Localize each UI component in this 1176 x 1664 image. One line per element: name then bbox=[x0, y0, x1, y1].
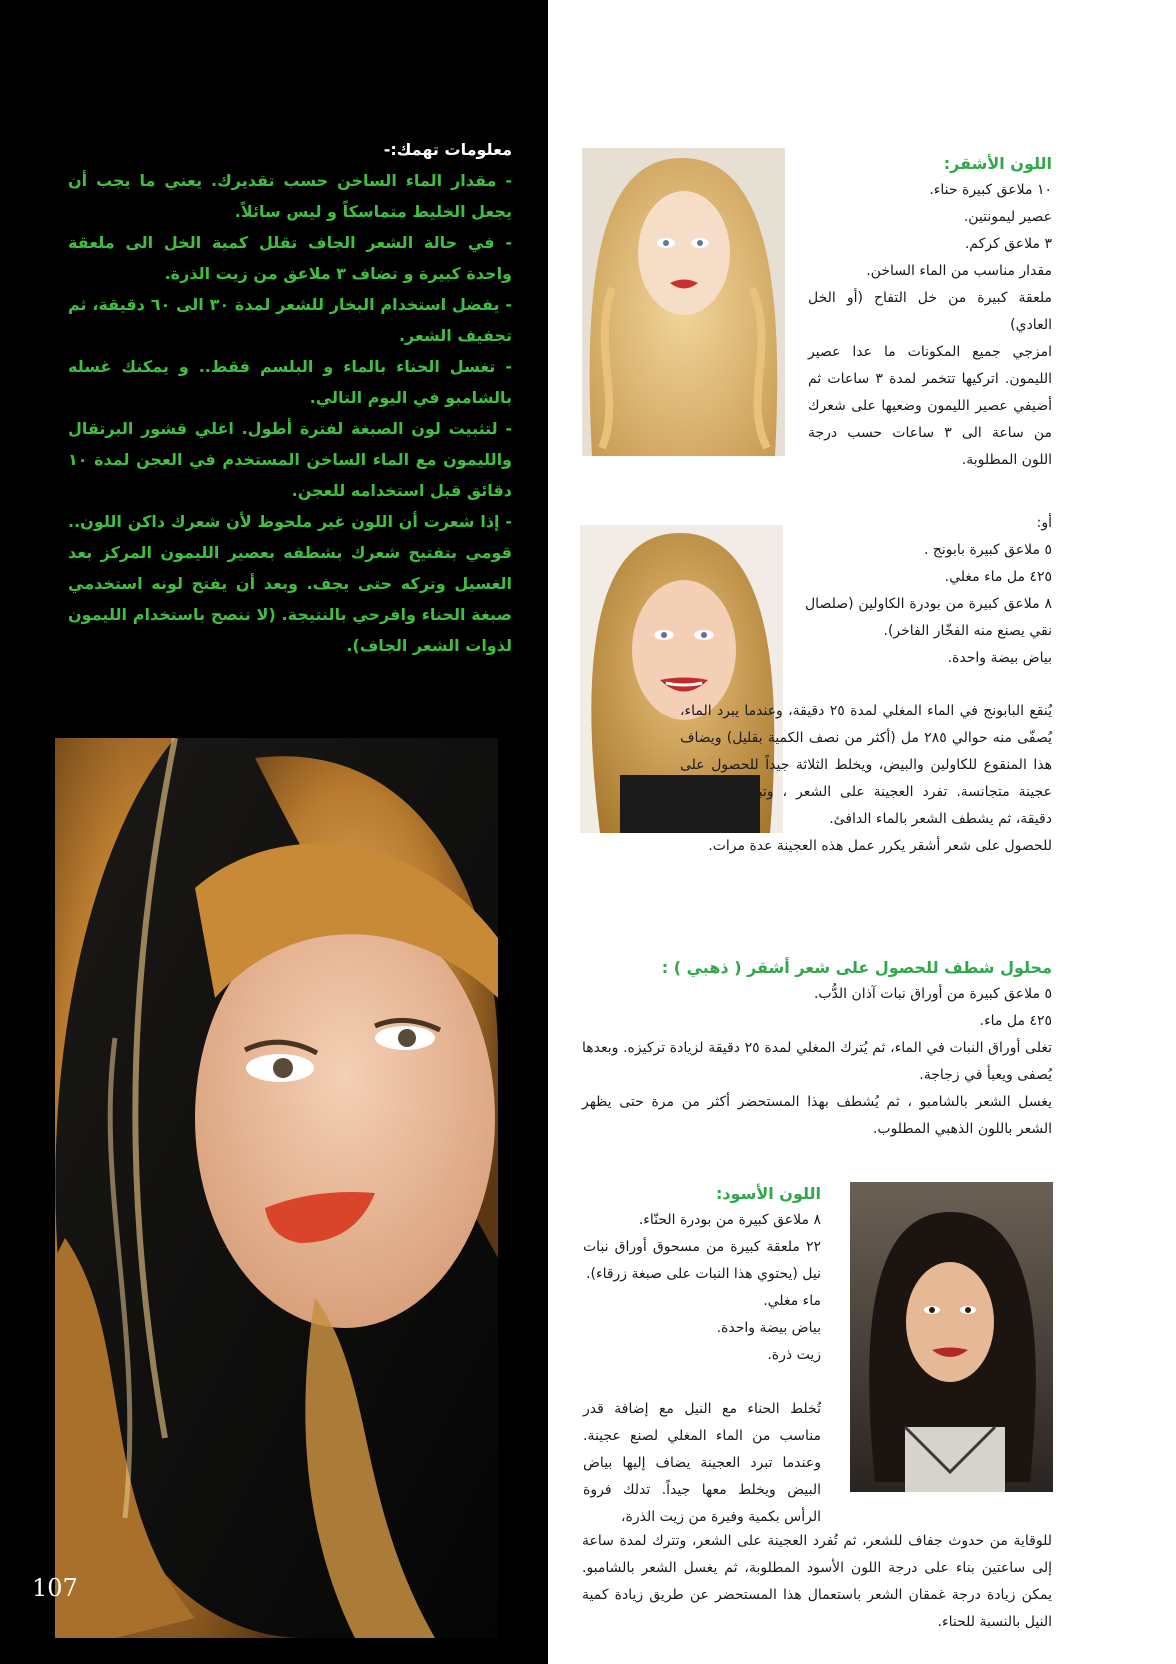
tip-item: - لتثبيت لون الصبغة لفترة أطول. اغلي قشور البرتقال والليمون مع الماء الساخن المستخدم في العجن لمدة ١٠ دقائق قبل استخدامه للعجن. bbox=[68, 419, 512, 500]
rinse-recipe bbox=[582, 954, 1052, 1143]
ingredient-line: بياض بيضة واحدة. bbox=[716, 1320, 821, 1336]
black-method-end bbox=[582, 1528, 1052, 1636]
tips-heading: معلومات تهمك:- bbox=[383, 140, 512, 159]
method-text: للحصول على شعر أشقر يكرر عمل هذه العجينة عدة مرات. bbox=[708, 838, 1052, 854]
method-text: يغسل الشعر بالشامبو ، ثم يُشطف بهذا المستحضر أكثر من مرة حتى يظهر الشعر باللون الذهبي المطلوب. bbox=[582, 1094, 1052, 1137]
tip-item: - مقدار الماء الساخن حسب تقديرك. يعني ما يجب أن يجعل الخليط متماسكاً و ليس سائلاً. bbox=[68, 171, 512, 221]
chamomile-heading: أو: bbox=[1036, 515, 1052, 531]
ingredient-line: ماء مغلي. bbox=[763, 1293, 821, 1309]
ingredient-line: مقدار مناسب من الماء الساخن. bbox=[866, 263, 1052, 279]
ingredient-line: زيت ذرة. bbox=[767, 1347, 821, 1363]
ingredient-line: ٤٢٥ مل ماء مغلي. bbox=[944, 569, 1052, 585]
tip-item: - تغسل الحناء بالماء و البلسم فقط.. و يمكنك غسله بالشامبو في اليوم التالي. bbox=[68, 357, 512, 407]
tip-item: - يفضل استخدام البخار للشعر لمدة ٣٠ الى ٦٠ دقيقة، ثم تجفيف الشعر. bbox=[68, 295, 512, 345]
tip-item: - إذا شعرت أن اللون غير ملحوظ لأن شعرك داكن اللون.. قومي بتفتيح شعرك بشطفه بعصير الليمون المركز بعد الغسيل وتركه حتى يجف. وبعد أن يفتح لونه استخدمي صبغة الحناء وافرحي بالنتيجة. (لا ننصح باستخدام الليمون لذوات الشعر الجاف). bbox=[68, 512, 512, 655]
black-recipe bbox=[583, 1180, 821, 1531]
ingredient-line: ٨ ملاعق كبيرة من بودرة الحنّاء. bbox=[638, 1212, 821, 1228]
ingredient-line: ٤٢٥ مل ماء. bbox=[979, 1013, 1052, 1029]
ingredient-line: عصير ليمونتين. bbox=[963, 209, 1052, 225]
chamomile-recipe bbox=[805, 510, 1052, 672]
blonde-woman-large-photo bbox=[55, 738, 498, 1638]
blonde-heading: اللون الأشقر: bbox=[943, 154, 1052, 173]
page-number: 107 bbox=[32, 1574, 78, 1602]
ingredient-line: ملعقة كبيرة من خل التفاح (أو الخل العادي) bbox=[808, 290, 1052, 333]
method-text: تغلى أوراق النبات في الماء، ثم يُترك المغلي لمدة ٢٥ دقيقة لزيادة تركيزه. وبعدها يُصفى ويعبأ في زجاجة. bbox=[582, 1040, 1052, 1083]
method-text: للوقاية من حدوث جفاف للشعر، ثم تُفرد العجينة على الشعر، وتترك لمدة ساعة إلى ساعتين بناء على درجة اللون الأسود المطلوبة، ثم يغسل الشعر بالشامبو. يمكن زيادة درجة غمقان الشعر باستعمال هذا المستحضر عن طريق زيادة كمية النيل بالنسبة للحناء. bbox=[582, 1533, 1052, 1630]
blonde-curls-photo bbox=[582, 148, 785, 456]
chamomile-method bbox=[680, 698, 1052, 860]
method-text: يُنقع البابونج في الماء المغلي لمدة ٢٥ دقيقة، وعندما يبرد الماء، يُصفّى منه حوالي ٢٨٥ مل (أكثر من نصف الكمية بقليل) ويضاف هذا المنقوع للكاولين والبيض، ويخلط الثلاثة جيداً للحصول على عجينة متجانسة. تفرد العجينة على الشعر ، وتبقى لمدة ٥٠ دقيقة، ثم يشطف الشعر بالماء الدافئ. bbox=[680, 703, 1053, 827]
ingredient-line: ٥ ملاعق كبيرة بابونج . bbox=[923, 542, 1052, 558]
black-heading: اللون الأسود: bbox=[715, 1184, 821, 1203]
blonde-recipe bbox=[808, 150, 1052, 474]
ingredient-line: بياض بيضة واحدة. bbox=[947, 650, 1052, 666]
tip-item: - في حالة الشعر الجاف تقلل كمية الخل الى ملعقة واحدة كبيرة و تضاف ٣ ملاعق من زيت الذرة. bbox=[68, 233, 512, 283]
method-text: تُخلط الحناء مع النيل مع إضافة قدر مناسب من الماء المغلي لصنع عجينة. وعندما تبرد العجينة يضاف إليها بياض البيض ويخلط معها جيداً. تدلك فروة الرأس بكمية وفيرة من زيت الذرة، bbox=[583, 1401, 821, 1525]
ingredient-line: ٣ ملاعق كركم. bbox=[964, 236, 1052, 252]
ingredient-line: ٢٢ ملعقة كبيرة من مسحوق أوراق نبات نيل (يحتوي هذا النبات على صبغة زرقاء). bbox=[583, 1239, 821, 1282]
dark-hair-woman-photo bbox=[850, 1182, 1053, 1492]
rinse-heading: محلول شطف للحصول على شعر أشقر ( ذهبي ) : bbox=[661, 958, 1052, 977]
ingredient-line: ٨ ملاعق كبيرة من بودرة الكاولين (صلصال نقي يصنع منه الفخّار الفاخر). bbox=[805, 596, 1052, 639]
tips-section bbox=[68, 134, 512, 661]
ingredient-line: ٥ ملاعق كبيرة من أوراق نبات آذان الدُّب. bbox=[813, 986, 1052, 1002]
ingredient-line: ١٠ ملاعق كبيرة حناء. bbox=[929, 182, 1052, 198]
method-text: امزجي جميع المكونات ما عدا عصير الليمون. اتركيها تتخمر لمدة ٣ ساعات ثم أضيفي عصير الليمون وضعيها على شعرك من ساعة الى ٣ ساعات حسب درجة اللون المطلوبة. bbox=[808, 344, 1052, 468]
